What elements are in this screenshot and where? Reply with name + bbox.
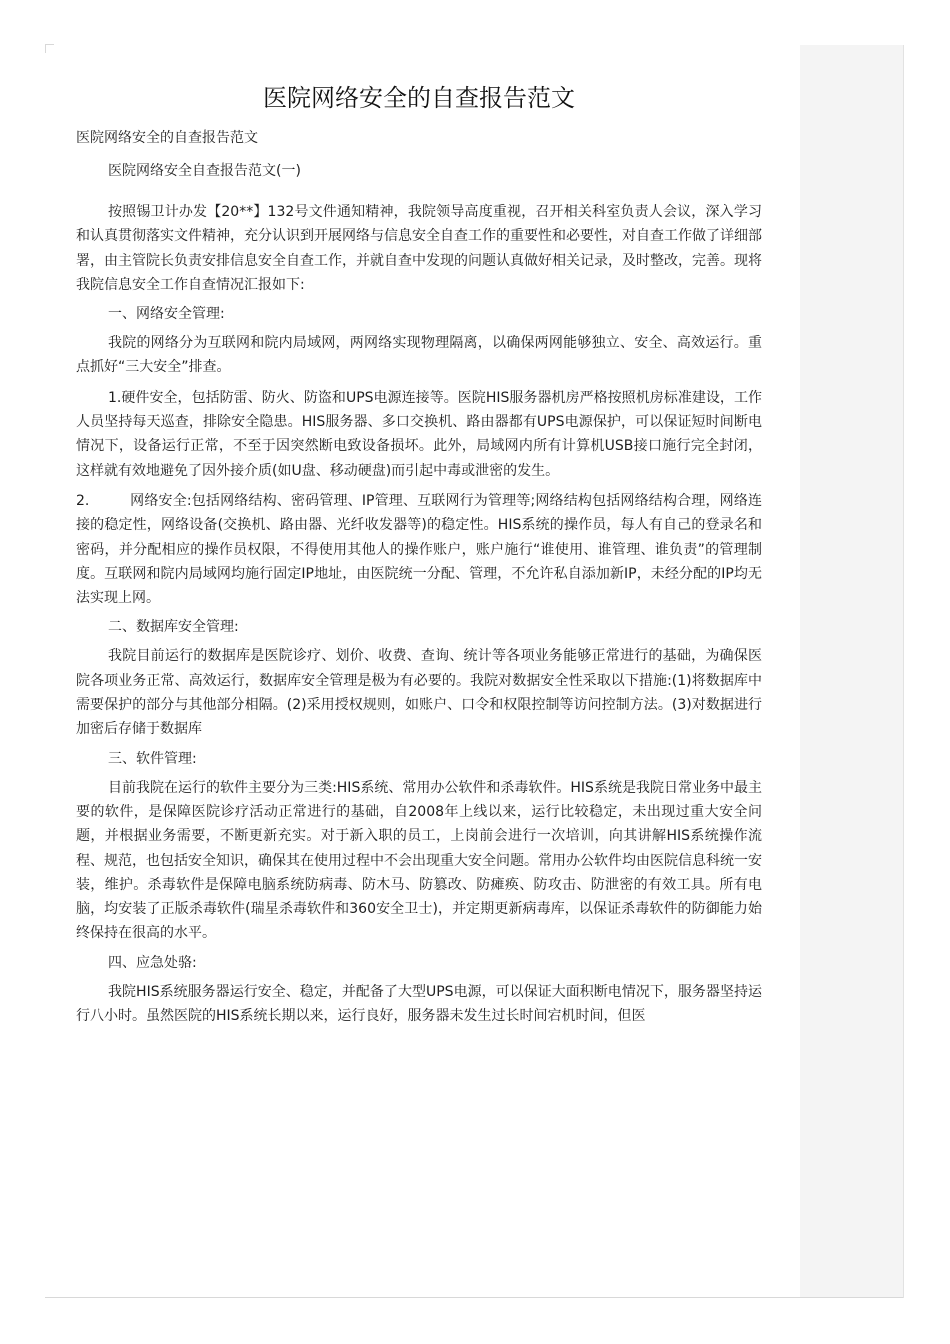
paragraph-database: 我院目前运行的数据库是医院诊疗、划价、收费、查询、统计等各项业务能够正常进行的基础，为确保医院各项业务正常、高效运行，数据库安全管理是极为有必要的。我院对数据安全性采取以下措施:(1)将数据库中需要保护的部分与其他部分相隔。(2)采用授权规则，如账户、口令和权限控制等访问控制方法。(3)对数据进行加密后存储于数据库 (76, 648, 762, 738)
heading-database-security: 二、数据库安全管理: (108, 619, 239, 636)
right-side-panel (800, 45, 904, 1298)
heading-software-management: 三、软件管理: (108, 750, 197, 767)
page-corner-mark (45, 44, 54, 53)
list-number: 2. (76, 492, 90, 509)
heading-emergency: 四、应急处骆: (108, 954, 197, 971)
paragraph-software: 目前我院在运行的软件主要分为三类:HIS系统、常用办公软件和杀毒软件。HIS系统是我院日常业务中最主要的软件，是保障医院诊疗活动正常进行的基础，自2008年上线以来，运行比较稳定，未出现过重大安全问题，并根据业务需要，不断更新充实。对于新入职的员工，上岗前会进行一次培训，向其讲解HIS系统操作流程、规范，也包括安全知识，确保其在使用过程中不会出现重大安全问题。常用办公软件均由医院信息科统一安装，维护。杀毒软件是保障电脑系统防病毒、防木马、防篡改、防瘫痪、防攻击、防泄密的有效工具。所有电脑，均安装了正版杀毒软件(瑞星杀毒软件和360安全卫士)，并定期更新病毒库，以保证杀毒软件的防御能力始终保持在很高的水平。 (76, 779, 762, 942)
document-title: 医院网络安全的自查报告范文 (263, 84, 575, 112)
paragraph-emergency: 我院HIS系统服务器运行安全、稳定，并配备了大型UPS电源，可以保证大面积断电情况下，服务器坚持运行八小时。虽然医院的HIS系统长期以来，运行良好，服务器未发生过长时间宕机时间，但医 (76, 983, 762, 1025)
intro-paragraph: 按照锡卫计办发【20**】132号文件通知精神，我院领导高度重视，召开相关科室负责人会议，深入学习和认真贯彻落实文件精神，充分认识到开展网络与信息安全自查工作的重要性和必要性，对自查工作做了详细部署，由主管院长负责安排信息安全自查工作，并就自查中发现的问题认真做好相关记录，及时整改，完善。现将我院信息安全工作自查情况汇报如下: (76, 204, 762, 293)
document-subtitle: 医院网络安全的自查报告范文 (76, 130, 258, 146)
page-bottom-border (45, 1297, 903, 1298)
paragraph-hardware-security: 1.硬件安全，包括防雷、防火、防盗和UPS电源连接等。医院HIS服务器机房严格按照机房标准建设，工作人员坚持每天巡查，排除安全隐患。HIS服务器、多口交换机、路由器都有UPS电源保护，可以保证短时间断电情况下，设备运行正常，不至于因突然断电致设备损坏。此外，局域网内所有计算机USB接口施行完全封闭，这样就有效地避免了因外接介质(如U盘、移动硬盘)而引起中毒或泄密的发生。 (76, 389, 762, 479)
paragraph-network-management-text: 网络安全:包括网络结构、密码管理、IP管理、互联网行为管理等;网络结构包括网络结构合理，网络连接的稳定性，网络设备(交换机、路由器、光纤收发器等)的稳定性。HIS系统的操作员，每人有自己的登录名和密码，并分配相应的操作员权限，不得使用其他人的操作账户，账户施行“谁使用、谁管理、谁负责”的管理制度。互联网和院内局域网均施行固定IP地址，由医院统一分配、管理，不允许私自添加新IP，未经分配的IP均无法实现上网。 (76, 492, 762, 607)
paragraph-network-management (76, 489, 762, 610)
paragraph-network-overview: 我院的网络分为互联网和院内局域网，两网络实现物理隔离，以确保两网能够独立、安全、高效运行。重点抓好“三大安全”排查。 (76, 335, 762, 376)
section-title: 医院网络安全自查报告范文(一) (108, 163, 301, 179)
heading-network-security: 一、网络安全管理: (108, 306, 225, 323)
document-page (76, 80, 762, 1028)
